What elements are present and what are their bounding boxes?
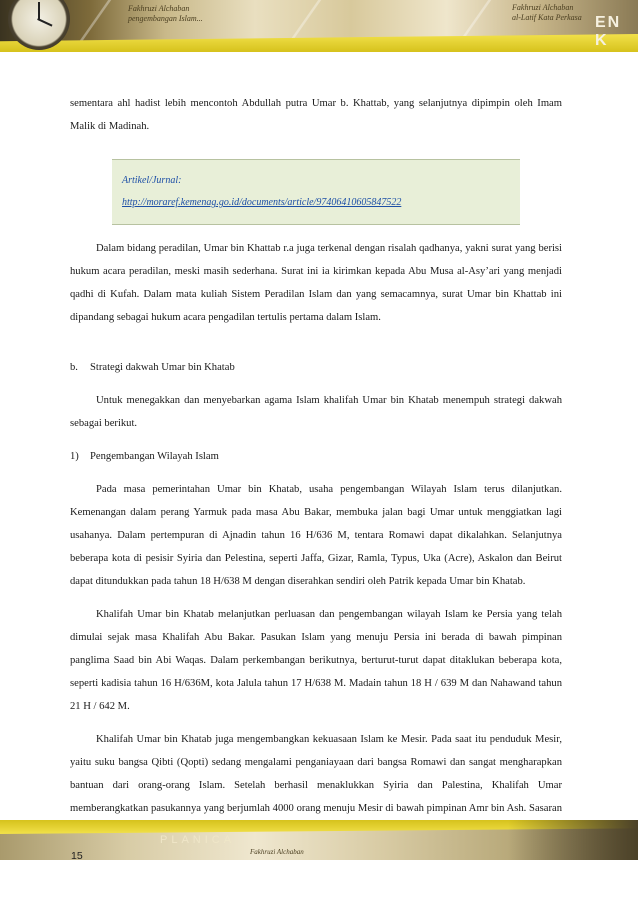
footer-banner bbox=[0, 820, 638, 860]
paragraph: Pada masa pemerintahan Umar bin Khatab, usaha pengembangan Wilayah Islam terus dilanjutkan. Kemenangan dalam perang Yarmuk pada masa Abu Bakar, membuka jalan bagi Umar untuk menggiatkan lagi usahanya. Dalam pertempuran di Ajnadin tahun 16 H/636 M, tentara Romawi dapat dikalahkan. Selanjutnya beberapa kota di pesisir Syiria dan Pelestina, seperti Jaffa, Gizar, Ramla, Typus, Uka (Acre), Askalon dan Beirut dapat ditundukkan pada tahun 18 H/638 M dengan diserahkan sendiri oleh Patrik kepada Umar bin Khatab. bbox=[70, 484, 562, 587]
paragraph: Untuk menegakkan dan menyebarkan agama Islam khalifah Umar bin Khatab menempuh strategi dakwah sebagai berikut. bbox=[70, 395, 562, 429]
page-content bbox=[70, 92, 562, 843]
reference-link[interactable]: http://moraref.kemenag.go.id/documents/article/97406410605847522 bbox=[122, 197, 402, 208]
banner-caption-right: Fakhruzi Alchaban al-Latif Kata Perkasa bbox=[512, 3, 582, 22]
section-heading bbox=[70, 356, 562, 379]
heading-text: Strategi dakwah Umar bin Khatab bbox=[90, 362, 235, 373]
page-number: 15 bbox=[71, 850, 83, 862]
reference-label: Artikel/Jurnal: bbox=[122, 175, 182, 186]
subsection-heading bbox=[70, 445, 562, 468]
heading-label: 1) bbox=[70, 451, 79, 462]
footer-banner-caption: Fakhruzi Alchaban bbox=[250, 848, 304, 856]
header-banner bbox=[0, 0, 638, 52]
banner-letters: EN K bbox=[595, 14, 622, 49]
banner-shade bbox=[508, 820, 638, 860]
heading-text: Pengembangan Wilayah Islam bbox=[90, 451, 219, 462]
banner-yellow-band bbox=[0, 34, 638, 52]
paragraph: Khalifah Umar bin Khatab juga mengembangkan kekuasaan Islam ke Mesir. Pada saat itu penduduk Mesir, yaitu suku bangsa Qibti (Qopti) sedang mengalami penganiayaan dari bangsa Romawi dan sangat mengharapkan bantuan dari orang-orang Islam. Setelah berhasil menaklukkan Syiria dan Palestina, Khalifah Umar memberangkatkan pasukannya yang berjumlah 4000 orang menuju Mesir di bawah pimpinan Amr bin Ash. Sasaran bbox=[70, 734, 562, 814]
heading-label: b. bbox=[70, 362, 78, 373]
paragraph: sementara ahl hadist lebih mencontoh Abdullah putra Umar b. Khattab, yang selanjutnya dipimpin oleh Imam Malik di Madinah. bbox=[70, 98, 562, 132]
banner-caption-left: Fakhruzi Alchaban pengembangan Islam... bbox=[128, 4, 203, 23]
paragraph: Khalifah Umar bin Khatab melanjutkan perluasan dan pengembangan wilayah Islam ke Persia yang telah dimulai sejak masa Khalifah Abu Bakar. Pasukan Islam yang menuju Persia ini berada di bawah pimpinan panglima Saad bin Abi Waqas. Dalam perkembangan berikutnya, berturut-turut dapat ditaklukan beberapa kota, seperti kadisia tahun 16 H/636M, kota Jalula tahun 17 H/638 M. Madain tahun 18 H / 639 M dan Nahawand tahun 21 H / 642 M. bbox=[70, 609, 562, 712]
reference-box bbox=[112, 159, 520, 225]
paragraph: Dalam bidang peradilan, Umar bin Khattab r.a juga terkenal dengan risalah qadhanya, yakni surat yang berisi hukum acara peradilan, meski masih sederhana. Surat ini ia kirimkan kepada Abu Musa al-Asy’ari yang menjadi qadhi di Kufah. Dalam mata kuliah Sistem Peradilan Islam dan yang semacamnya, surat Umar bin Khattab ini dipandang sebagai hukum acara pengadilan tertulis pertama dalam Islam. bbox=[70, 243, 562, 323]
footer-banner-letters: PLANICA bbox=[160, 834, 236, 846]
